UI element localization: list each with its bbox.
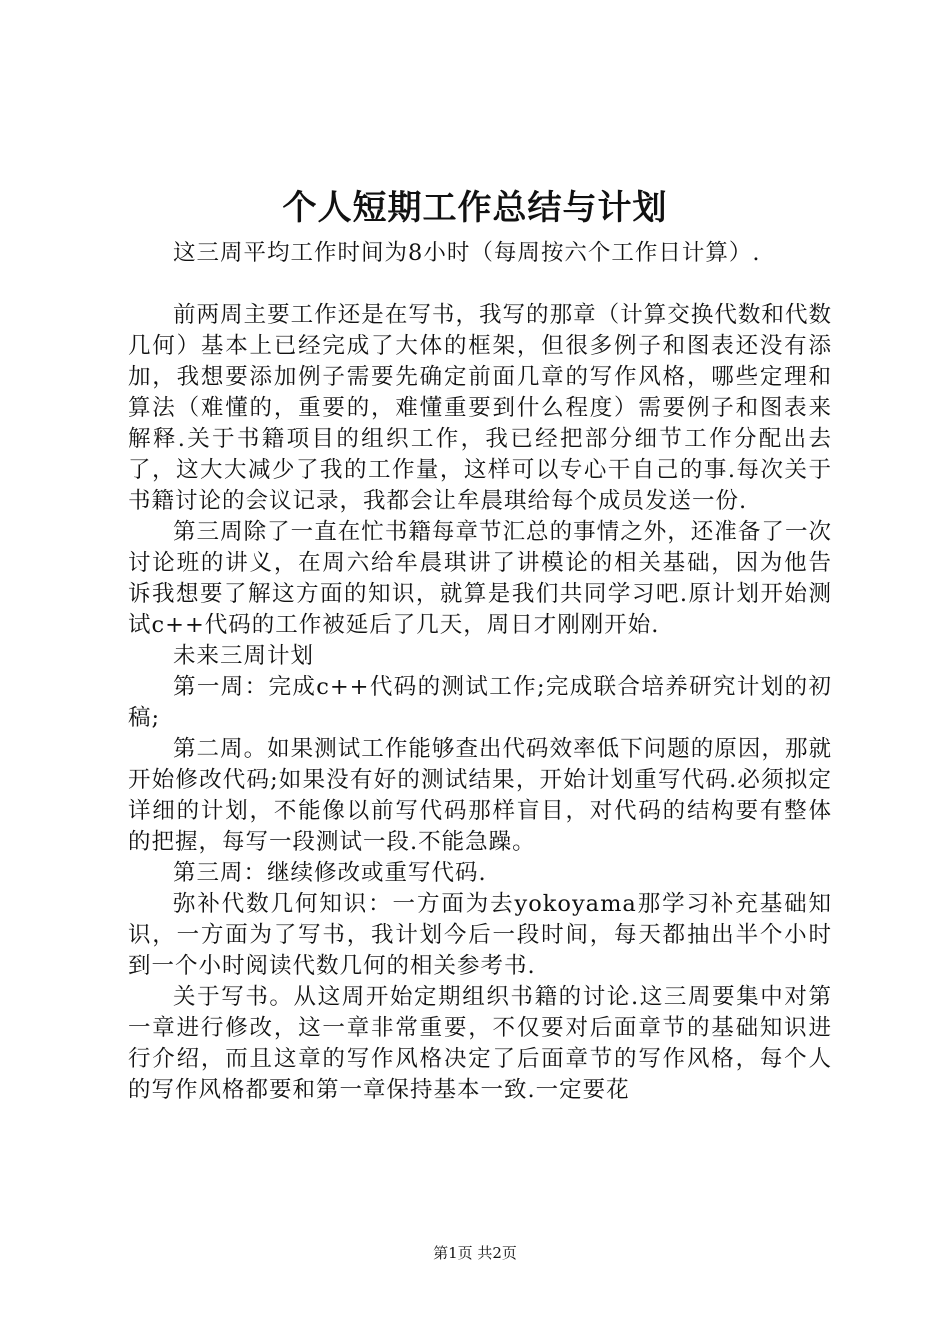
paragraph-plan-week-1: 第一周：完成c++代码的测试工作;完成联合培养研究计划的初稿; xyxy=(128,674,832,731)
document-title: 个人短期工作总结与计划 xyxy=(282,188,668,228)
section-heading-future-plan: 未来三周计划 xyxy=(173,643,315,669)
paragraph-third-week: 第三周除了一直在忙书籍每章节汇总的事情之外，还准备了一次讨论班的讲义，在周六给牟晨琪讲了讲模论的相关基础，因为他告诉我想要了解这方面的知识，就算是我们共同学习吧.原计划开始测试c++代码的工作被延后了几天，周日才刚刚开始. xyxy=(128,519,832,638)
paragraph-plan-week-2: 第二周。如果测试工作能够查出代码效率低下问题的原因，那就开始修改代码;如果没有好的测试结果，开始计划重写代码.必须拟定详细的计划，不能像以前写代码那样盲目，对代码的结构要有整体的把握，每写一段测试一段.不能急躁。 xyxy=(128,736,832,855)
paragraph-work-hours: 这三周平均工作时间为8小时（每周按六个工作日计算）. xyxy=(173,240,761,266)
paragraph-first-two-weeks: 前两周主要工作还是在写书，我写的那章（计算交换代数和代数几何）基本上已经完成了大体的框架，但很多例子和图表还没有添加，我想要添加例子需要先确定前面几章的写作风格，哪些定理和算法（难懂的，重要的，难懂重要到什么程度）需要例子和图表来解释.关于书籍项目的组织工作，我已经把部分细节工作分配出去了，这大大减少了我的工作量，这样可以专心干自己的事.每次关于书籍讨论的会议记录，我都会让牟晨琪给每个成员发送一份. xyxy=(128,302,832,514)
paragraph-algebraic-geometry: 弥补代数几何知识：一方面为去yokoyama那学习补充基础知识，一方面为了写书，我计划今后一段时间，每天都抽出半个小时到一个小时阅读代数几何的相关参考书. xyxy=(128,891,832,979)
page-number-footer: 第1页 共2页 xyxy=(433,1244,517,1262)
document-body xyxy=(128,238,832,1106)
paragraph-book-writing: 关于写书。从这周开始定期组织书籍的讨论.这三周要集中对第一章进行修改，这一章非常重要，不仅要对后面章节的基础知识进行介绍，而且这章的写作风格决定了后面章节的写作风格，每个人的写作风格都要和第一章保持基本一致.一定要花 xyxy=(128,984,832,1103)
paragraph-plan-week-3: 第三周：继续修改或重写代码. xyxy=(173,860,487,886)
